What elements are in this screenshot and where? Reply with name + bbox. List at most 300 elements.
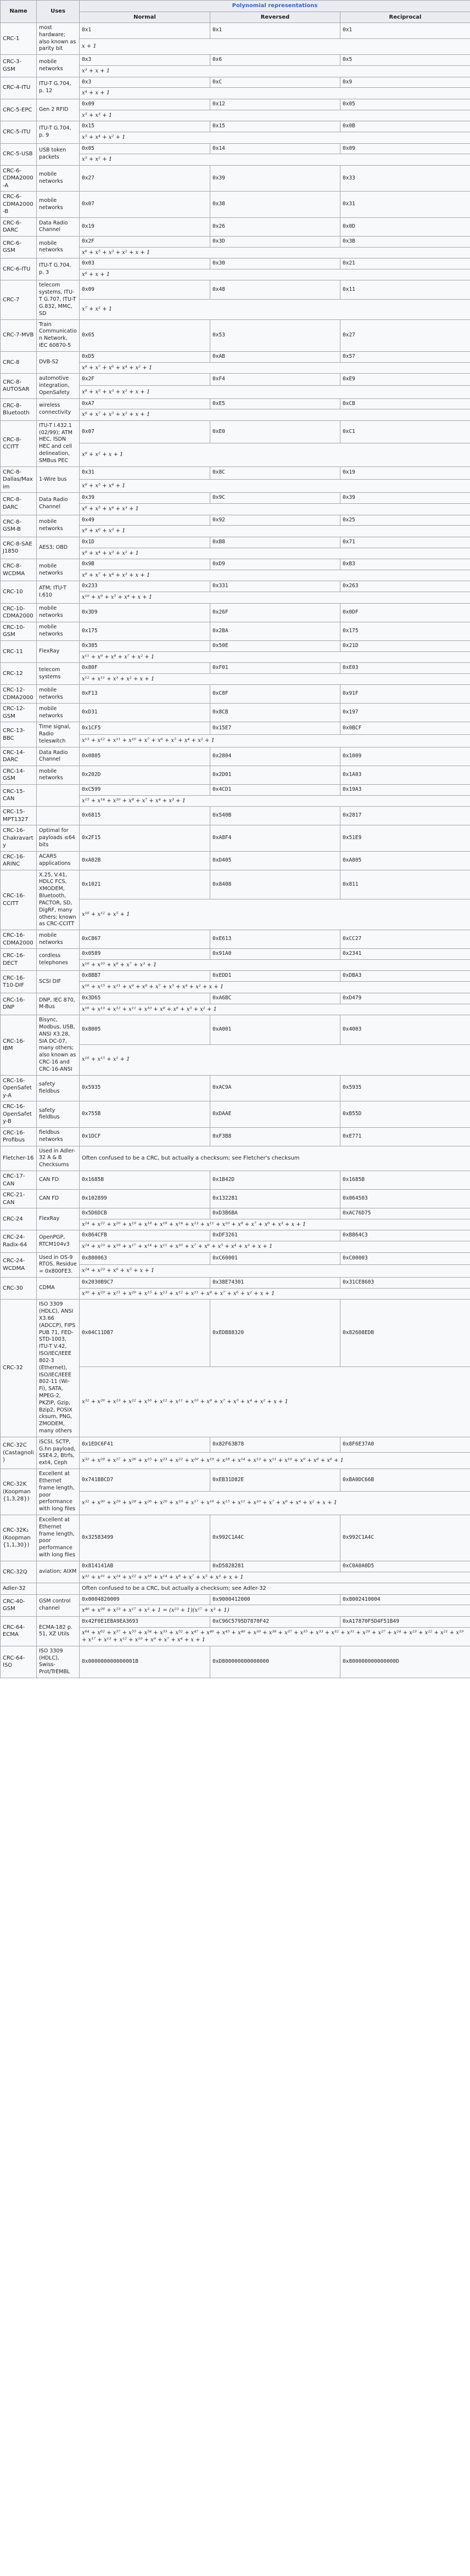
crc-uses: mobile networks [37,603,80,622]
crc-reciprocal: 0x71 [340,537,470,548]
crc-normal: 0x1685B [80,1171,210,1190]
table-row [1,870,470,899]
table-row [1,420,470,443]
crc-reciprocal: 0x39 [340,493,470,504]
crc-name: CRC-8-GSM-B [1,515,37,537]
crc-reversed: 0x8CB [210,704,340,722]
table-row [1,1646,470,1678]
table-row [1,930,470,949]
crc-reversed: 0x39 [210,165,340,192]
crc-table-body [1,23,470,1678]
crc-name: CRC-10-GSM [1,622,37,640]
crc-uses: mobile networks [37,704,80,722]
crc-reciprocal: 0x0DF [340,603,470,622]
crc-reversed: 0x331 [210,581,340,592]
crc-reciprocal: 0xB3 [340,559,470,570]
table-row [1,1437,470,1453]
crc-reversed: 0x132281 [210,1190,340,1208]
crc-name: CRC-15-MPT1327 [1,807,37,825]
crc-normal: 0x1DCF [80,1127,210,1146]
crc-polynomial: x²⁴ + x²² + x²⁰ + x¹⁹ + x¹⁸ + x¹⁶ + x¹⁴ + x¹³ + x¹¹ + x¹⁰ + x⁸ + x⁷ + x⁶ + x³ + x + 1 [80,1219,470,1230]
table-row [1,77,470,88]
table-row [1,537,470,548]
crc-polynomial: x + 1 [80,38,470,55]
crc-reciprocal: 0x0B [340,121,470,132]
crc-polynomial: x⁶ + x⁵ + x³ + x² + x + 1 [80,247,470,258]
crc-reversed: 0xD9 [210,559,340,570]
crc-normal: 0x8005 [80,1015,210,1045]
crc-reversed: 0x38E74301 [210,1278,340,1289]
table-row [1,851,470,870]
crc-name: CRC-7 [1,280,37,319]
crc-reciprocal: 0x8002410004 [340,1594,470,1605]
crc-uses: DNP, IEC 870, M-Bus [37,993,80,1015]
table-row [1,165,470,192]
crc-reciprocal: 0xCB [340,398,470,409]
header-normal: Normal [80,12,210,23]
crc-reciprocal: 0x27 [340,319,470,351]
crc-reversed: 0x26F [210,603,340,622]
crc-uses: aviation; AIXM [37,1561,80,1583]
crc-reversed: 0xEDB88320 [210,1300,340,1367]
poly-group-link[interactable]: Polynomial representations [232,3,318,9]
crc-reciprocal: 0xA17870F5D4F51B49 [340,1616,470,1627]
crc-normal: 0x2F [80,236,210,247]
crc-note: Often confused to be a CRC, but actually a checksum; see Adler-32 [80,1583,470,1595]
table-row [1,143,470,154]
crc-reversed: 0xD405 [210,851,340,870]
table-row [1,1127,470,1146]
crc-name: CRC-16-DNP [1,993,37,1015]
crc-polynomial: x⁸ + x⁵ + x³ + x² + x + 1 [80,386,470,398]
crc-normal: 0x49 [80,515,210,526]
crc-reciprocal: 0xD479 [340,993,470,1004]
crc-normal: 0x8BB7 [80,971,210,982]
crc-name: CRC-6-GSM [1,236,37,258]
crc-normal: 0x2030B9C7 [80,1278,210,1289]
crc-name: CRC-12-GSM [1,704,37,722]
crc-uses: AES3; OBD [37,537,80,559]
crc-reciprocal: 0xE771 [340,1127,470,1146]
crc-uses: Gen 2 RFID [37,99,80,121]
crc-normal: 0x1021 [80,870,210,899]
crc-reciprocal: 0x263 [340,581,470,592]
crc-normal: 0x07 [80,192,210,218]
crc-polynomial: x⁷ + x³ + 1 [80,300,470,319]
table-row [1,1469,470,1492]
crc-name: CRC-12 [1,663,37,685]
crc-reversed: 0x8C [210,466,340,479]
crc-reversed: 0xE0 [210,420,340,443]
table-row [1,374,470,386]
crc-uses: ISO 3309 (HDLC), ANSI X3.66 (ADCCP), FIPS PUB 71, FED-STD-1003, ITU-T V.42, ISO/IEC/IEEE 802-3 (Ethernet), ISO/IEC/IEEE 802-11 (Wi-Fi), SATA, MPEG-2, PKZIP, Gzip, Bzip2, POSIX cksum, PNG, ZMODEM, many others [37,1300,80,1437]
crc-polynomial: x⁸ + x⁷ + x⁴ + x³ + x + 1 [80,570,470,581]
crc-polynomial: x⁴⁰ + x²⁶ + x²³ + x¹⁷ + x³ + 1 = (x²³ + 1)(x¹⁷ + x³ + 1) [80,1605,470,1617]
crc-reversed: 0x3D [210,236,340,247]
crc-reciprocal: 0x05 [340,99,470,110]
crc-name: CRC-32K₂ (Koopman {1,1,30}) [1,1515,37,1561]
crc-name: CRC-6-CDMA2000-B [1,192,37,218]
crc-uses: safety fieldbus [37,1075,80,1101]
crc-polynomial: x¹⁶ + x¹⁵ + x² + 1 [80,1044,470,1075]
crc-uses: 1-Wire bus [37,466,80,493]
crc-reciprocal: 0x21 [340,258,470,269]
crc-normal: 0x39 [80,493,210,504]
crc-normal: 0x42F0E1EBA9EA3693 [80,1616,210,1627]
crc-reciprocal: 0x09 [340,143,470,154]
crc-reciprocal: 0x992C1A4C [340,1515,470,1561]
crc-name: CRC-30 [1,1278,37,1300]
crc-polynomial: x¹³ + x¹² + x¹¹ + x¹⁰ + x⁷ + x⁶ + x⁵ + x⁴ + x² + 1 [80,734,470,747]
crc-normal: 0x15 [80,121,210,132]
crc-normal: 0x202D [80,766,210,784]
table-row [1,515,470,526]
crc-reciprocal: 0xB864C3 [340,1230,470,1241]
table-row [1,949,470,960]
crc-reversed: 0x91A0 [210,949,340,960]
crc-normal: 0x3 [80,55,210,66]
crc-reversed: 0x15E7 [210,722,340,734]
crc-normal: 0xD31 [80,704,210,722]
crc-reversed: 0xE5 [210,398,340,409]
crc-name: CRC-4-ITU [1,77,37,99]
crc-reciprocal: 0x8F6E37A0 [340,1437,470,1453]
header-poly-group[interactable] [80,1,470,12]
table-row [1,55,470,66]
crc-name: CRC-11 [1,640,37,662]
crc-uses: telecom systems [37,663,80,685]
crc-name: CRC-5-ITU [1,121,37,143]
crc-uses: ECMA-182 p. 51, XZ Utils [37,1616,80,1646]
crc-name: CRC-10 [1,581,37,603]
crc-uses: Data Radio Channel [37,747,80,766]
crc-polynomial: x¹⁶ + x¹⁵ + x¹¹ + x⁹ + x⁸ + x⁷ + x⁵ + x⁴ + x² + x + 1 [80,982,470,993]
crc-reversed: 0x2D01 [210,766,340,784]
table-row [1,1515,470,1561]
crc-reversed: 0x82F63B78 [210,1437,340,1453]
crc-reversed: 0x1 [210,23,340,39]
crc-uses: mobile networks [37,515,80,537]
crc-uses: ISO 3309 (HDLC), Swiss-Prot/TrEMBL [37,1646,80,1678]
table-row [1,1208,470,1219]
crc-polynomial: x⁵ + x³ + 1 [80,110,470,121]
crc-normal: 0x32583499 [80,1515,210,1561]
crc-reversed: 0xC [210,77,340,88]
table-row [1,640,470,651]
crc-polynomial: x⁸ + x⁴ + x³ + x² + 1 [80,548,470,559]
table-row [1,704,470,722]
crc-uses: mobile networks [37,622,80,640]
header-uses: Uses [37,1,80,23]
crc-reciprocal: 0x31 [340,192,470,218]
crc-polynomial: x¹¹ + x⁹ + x⁸ + x⁷ + x² + 1 [80,651,470,663]
table-row [1,398,470,409]
crc-reversed: 0x30 [210,258,340,269]
crc-reversed: 0xA6BC [210,993,340,1004]
crc-normal: 0x19 [80,217,210,236]
crc-reciprocal: 0x1A03 [340,766,470,784]
crc-name: CRC-24 [1,1208,37,1230]
table-row [1,1171,470,1190]
table-row [1,217,470,236]
crc-normal: 0xC867 [80,930,210,949]
crc-reciprocal: 0xAC76D75 [340,1208,470,1219]
crc-reversed: 0x2804 [210,747,340,766]
crc-uses: Excellent at Ethernet frame length, poor performance with long files [37,1515,80,1561]
crc-name: CRC-64-ISO [1,1646,37,1678]
crc-reversed: 0x4CD1 [210,784,340,795]
crc-reciprocal: 0x197 [340,704,470,722]
crc-reciprocal: 0x2341 [340,949,470,960]
crc-uses: ITU-T I.432.1 (02/99); ATM HEC, ISDN HEC and cell delineation, SMBus PEC [37,420,80,466]
crc-uses: USB token packets [37,143,80,165]
table-row [1,722,470,734]
table-row [1,1190,470,1208]
crc-reciprocal: 0x82608EDB [340,1300,470,1367]
crc-polynomial: x⁸ + x² + x + 1 [80,443,470,467]
crc-name: CRC-32C (Castagnoli) [1,1437,37,1469]
crc-reversed: 0x12 [210,99,340,110]
crc-name: CRC-16-IBM [1,1015,37,1076]
crc-uses: Data Radio Channel [37,217,80,236]
crc-polynomial: x⁸ + x⁵ + x⁴ + 1 [80,480,470,493]
crc-normal: 0x80F [80,663,210,674]
crc-polynomial: x¹⁶ + x¹³ + x¹² + x¹¹ + x¹⁰ + x⁸ + x⁶ + x⁵ + x² + 1 [80,1004,470,1015]
crc-name: CRC-12-CDMA2000 [1,685,37,704]
crc-reversed: 0xF4 [210,374,340,386]
crc-reciprocal: 0xB55D [340,1101,470,1128]
crc-reversed: 0x9000412000 [210,1594,340,1605]
crc-reciprocal: 0x51E9 [340,825,470,852]
crc-uses: OpenPGP, RTCM104v3 [37,1230,80,1252]
crc-name: CRC-16-Chakravarty [1,825,37,852]
crc-reversed: 0xA8F4 [210,825,340,852]
crc-reciprocal: 0x5 [340,55,470,66]
table-row [1,493,470,504]
crc-polynomial: x⁴ + x + 1 [80,88,470,99]
crc-reversed: 0xF01 [210,663,340,674]
crc-uses: Optimal for payloads ≤64 bits [37,825,80,852]
crc-uses: telecom systems, ITU-T G.707, ITU-T G.832, MMC, SD [37,280,80,319]
crc-uses: ITU-T G.704, p. 9 [37,121,80,143]
crc-polynomial: x³² + x²⁶ + x²³ + x²² + x¹⁶ + x¹² + x¹¹ + x¹⁰ + x⁸ + x⁷ + x⁵ + x⁴ + x² + x + 1 [80,1367,470,1437]
crc-reciprocal: 0x175 [340,622,470,640]
table-row [1,23,470,39]
crc-reversed: 0x50E [210,640,340,651]
crc-name: CRC-16-OpenSafety-A [1,1075,37,1101]
crc-polynomial: x⁵ + x⁴ + x² + 1 [80,132,470,144]
crc-uses: ATM; ITU-T I.610 [37,581,80,603]
crc-polynomial: x³² + x²⁸ + x²⁷ + x²⁶ + x²⁵ + x²³ + x²² + x²⁰ + x¹⁹ + x¹⁸ + x¹⁴ + x¹³ + x¹¹ + x¹⁰ + x⁹ + x⁸ + x⁶ + 1 [80,1453,470,1469]
crc-name: CRC-16-CCITT [1,870,37,930]
crc-normal: 0x741B8CD7 [80,1469,210,1492]
crc-uses: cordless telephones [37,949,80,971]
table-row [1,1561,470,1572]
crc-normal: 0x27 [80,165,210,192]
crc-reversed: 0x14 [210,143,340,154]
crc-reversed: 0xAC9A [210,1075,340,1101]
crc-uses: CAN FD [37,1190,80,1208]
crc-reciprocal: 0x0D [340,217,470,236]
crc-reversed: 0x26 [210,217,340,236]
crc-reversed: 0xD3B6BA [210,1208,340,1219]
crc-name: CRC-5-USB [1,143,37,165]
crc-reversed: 0xF3B8 [210,1127,340,1146]
crc-normal: 0x755B [80,1101,210,1128]
crc-normal: 0x0004820009 [80,1594,210,1605]
crc-uses [37,807,80,825]
crc-name: CRC-8-SAE J1850 [1,537,37,559]
crc-reversed: 0x92 [210,515,340,526]
crc-name: CRC-14-DARC [1,747,37,766]
crc-reciprocal: 0xA805 [340,851,470,870]
crc-name: CRC-8-Bluetooth [1,398,37,420]
crc-reciprocal: 0x19 [340,466,470,479]
crc-polynomial: x⁶⁴ + x⁶² + x⁵⁷ + x⁵⁵ + x⁵⁴ + x⁵³ + x⁵² + x⁴⁷ + x⁴⁶ + x⁴⁵ + x⁴⁰ + x³⁹ + x³⁸ + x³⁷ + x³⁵ + x³³ + x³² + x³¹ + x²⁹ + x²⁷ + x²⁴ + x²³ + x²² + x²¹ + x¹⁹ + x¹⁷ + x¹³ + x¹² + x¹⁰ + x⁹ + x⁷ + x⁴ + x + 1 [80,1627,470,1646]
crc-reciprocal: 0x31CE8603 [340,1278,470,1289]
crc-name: Fletcher-16 [1,1146,37,1171]
crc-reversed: 0xDAAE [210,1101,340,1128]
crc-normal: 0x814141AB [80,1561,210,1572]
crc-name: CRC-16-Profibus [1,1127,37,1146]
table-row [1,236,470,247]
crc-normal: 0x2F [80,374,210,386]
crc-reversed: 0xC60001 [210,1252,340,1264]
crc-normal: 0x9B [80,559,210,570]
crc-polynomial: x³ + x + 1 [80,66,470,77]
crc-uses: Time signal, Radio teleswitch [37,722,80,747]
crc-name: CRC-8-AUTOSAR [1,374,37,398]
table-row [1,1146,470,1171]
crc-normal: 0x233 [80,581,210,592]
crc-normal: 0x3 [80,77,210,88]
crc-reciprocal: 0xBA0DC66B [340,1469,470,1492]
crc-reciprocal: 0x811 [340,870,470,899]
crc-reversed: 0x9C [210,493,340,504]
table-row [1,663,470,674]
crc-name: CRC-16-OpenSafety-B [1,1101,37,1128]
crc-normal: 0xA7 [80,398,210,409]
crc-name: CRC-6-CDMA2000-A [1,165,37,192]
crc-normal: 0x09 [80,99,210,110]
crc-name: CRC-6-ITU [1,258,37,280]
crc-name: CRC-24-Radix-64 [1,1230,37,1252]
table-row [1,993,470,1004]
crc-reversed: 0xC8F [210,685,340,704]
crc-name: CRC-1 [1,23,37,55]
crc-uses: Used in Adler-32 A & B Checksums [37,1146,80,1171]
table-row [1,784,470,795]
crc-polynomial: x¹⁵ + x¹⁴ + x¹⁰ + x⁸ + x⁷ + x⁴ + x³ + 1 [80,795,470,807]
crc-reversed: 0x2BA [210,622,340,640]
crc-uses: wireless connectivity [37,398,80,420]
crc-name: CRC-10-CDMA2000 [1,603,37,622]
crc-name: CRC-6-DARC [1,217,37,236]
crc-reciprocal: 0x11 [340,280,470,300]
crc-note: Often confused to be a CRC, but actually a checksum; see Fletcher's checksum [80,1146,470,1171]
crc-name: CRC-16-CDMA2000 [1,930,37,949]
table-row [1,280,470,300]
crc-normal: 0x2F15 [80,825,210,852]
crc-reciprocal: 0xE03 [340,663,470,674]
table-row [1,1075,470,1101]
crc-uses: Used in OS-9 RTOS. Residue = 0x800FE3. [37,1252,80,1277]
table-row [1,258,470,269]
table-row [1,351,470,362]
crc-uses: mobile networks [37,236,80,258]
crc-uses: safety fieldbus [37,1101,80,1128]
crc-name: CRC-3-GSM [1,55,37,77]
crc-reciprocal: 0x19A3 [340,784,470,795]
crc-normal: 0x385 [80,640,210,651]
crc-uses: automotive integration, OpenSafety [37,374,80,398]
crc-reversed: 0x53 [210,319,340,351]
table-row [1,1278,470,1289]
crc-uses: FlexRay [37,640,80,662]
crc-name: CRC-21-CAN [1,1190,37,1208]
crc-reversed: 0xEDD1 [210,971,340,982]
crc-reciprocal: 0x9 [340,77,470,88]
crc-polynomial: x⁸ + x⁷ + x⁵ + x² + x + 1 [80,409,470,421]
crc-polynomial: x⁸ + x⁵ + x⁴ + x³ + 1 [80,504,470,515]
crc-uses: CAN FD [37,1171,80,1190]
crc-polynomial: x⁶ + x + 1 [80,269,470,280]
crc-uses: Excellent at Ethernet frame length, poor performance with long files [37,1469,80,1515]
crc-uses: X.25, V.41, HDLC FCS, XMODEM, Bluetooth, PACTOR, SD, DigRF, many others; known as CRC-CCITT [37,870,80,930]
crc-reciprocal: 0x33 [340,165,470,192]
crc-uses [37,784,80,806]
crc-name: CRC-16-T10-DIF [1,971,37,993]
crc-name: CRC-16-ARINC [1,851,37,870]
crc-polynomial: x¹² + x¹¹ + x³ + x² + x + 1 [80,673,470,685]
crc-uses: FlexRay [37,1208,80,1230]
crc-reciprocal: 0x800000000000000D [340,1646,470,1678]
table-row [1,807,470,825]
crc-uses: ITU-T G.704, p. 12 [37,77,80,99]
crc-reversed: 0x992C1A4C [210,1515,340,1561]
crc-normal: 0x05 [80,143,210,154]
crc-name: CRC-8-DARC [1,493,37,515]
crc-polynomial: x³⁰ + x²⁹ + x²¹ + x²⁰ + x¹⁵ + x¹³ + x¹² + x¹¹ + x⁸ + x⁷ + x⁶ + x² + x + 1 [80,1288,470,1300]
crc-uses: mobile networks [37,930,80,949]
table-row [1,466,470,479]
crc-normal: 0x31 [80,466,210,479]
crc-polynomial: x¹⁶ + x¹² + x⁵ + 1 [80,899,470,930]
crc-reciprocal: 0x25 [340,515,470,526]
crc-polynomial: x⁸ + x⁶ + x³ + 1 [80,526,470,537]
crc-normal: 0x1 [80,23,210,39]
crc-reversed: 0xDF3261 [210,1230,340,1241]
crc-reciprocal: 0x1009 [340,747,470,766]
table-row [1,1300,470,1367]
crc-uses: mobile networks [37,55,80,77]
crc-uses: mobile networks [37,559,80,581]
crc-normal: 0x6815 [80,807,210,825]
crc-polynomial: x³² + x³⁰ + x²⁹ + x²⁸ + x²⁶ + x²⁰ + x¹⁹ + x¹⁷ + x¹⁶ + x¹⁵ + x¹¹ + x¹⁰ + x⁷ + x⁶ + x⁴ + x² + x + 1 [80,1492,470,1515]
crc-reversed: 0xD5828281 [210,1561,340,1572]
crc-polynomial: x³² + x³¹ + x²⁴ + x²² + x¹⁶ + x¹⁴ + x⁸ + x⁷ + x⁵ + x³ + x + 1 [80,1572,470,1583]
crc-uses: ACARS applications [37,851,80,870]
crc-normal: 0x0805 [80,747,210,766]
crc-name: Adler-32 [1,1583,37,1595]
crc-reciprocal: 0x5935 [340,1075,470,1101]
crc-name: CRC-8-CCITT [1,420,37,466]
crc-normal: 0x102899 [80,1190,210,1208]
crc-normal: 0x04C11DB7 [80,1300,210,1367]
table-row [1,1583,470,1595]
crc-normal: 0xC599 [80,784,210,795]
crc-name: CRC-8-WCDMA [1,559,37,581]
